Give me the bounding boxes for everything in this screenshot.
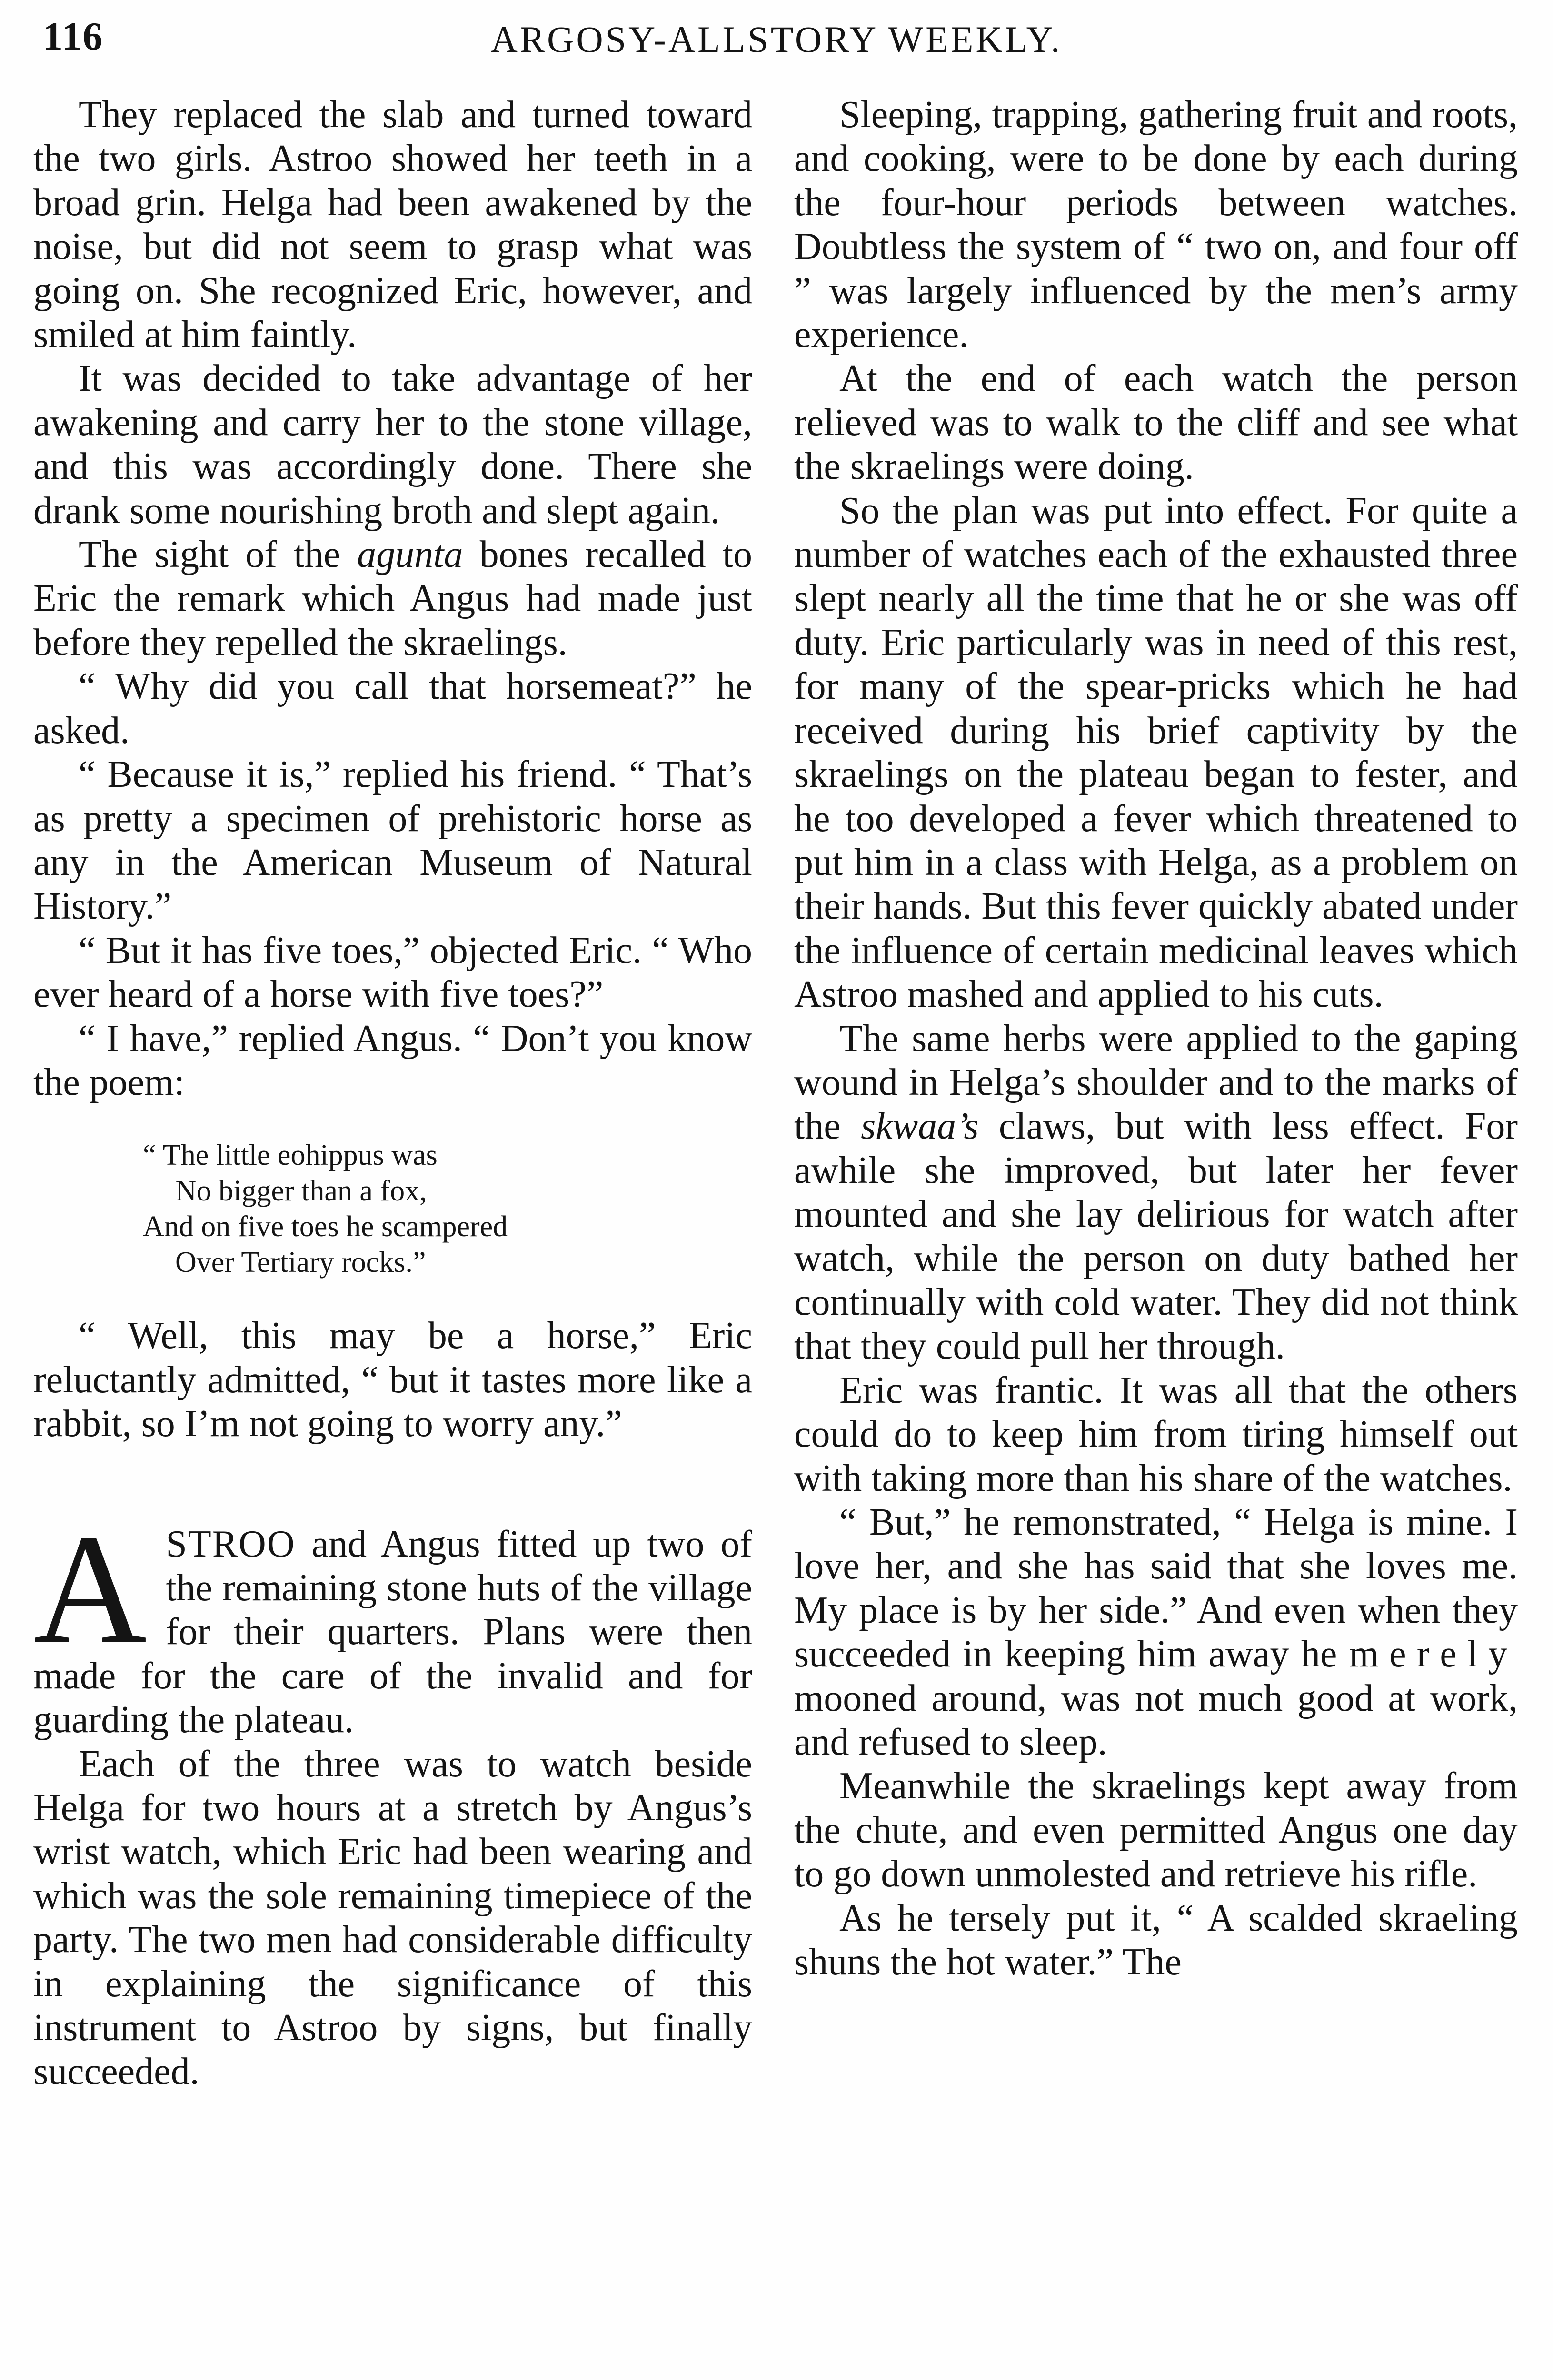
text-span: The same herbs were applied to the gaping wound in Helga’s shoulder and to the marks of the bbox=[794, 1017, 1518, 1148]
section-opening-paragraph bbox=[33, 1502, 752, 1742]
italic-term: skwaa’s bbox=[861, 1105, 979, 1148]
poem-line: And on five toes he scampered bbox=[143, 1210, 508, 1243]
poem-line: No bigger than a fox, bbox=[175, 1175, 427, 1208]
spaced-word: merely bbox=[1349, 1633, 1518, 1676]
paragraph bbox=[794, 1500, 1518, 1764]
text-span: mooned around, was not much good at work, and refused to sleep. bbox=[794, 1677, 1518, 1764]
poem-line: Over Tertiary rocks.” bbox=[175, 1246, 426, 1279]
poem bbox=[143, 1138, 752, 1280]
paragraph bbox=[794, 1017, 1518, 1368]
small-caps-word: STROO bbox=[166, 1523, 296, 1565]
paragraph: Eric was frantic. It was all that the others could do to keep him from tiring himself out with taking more than his share of the watches. bbox=[794, 1369, 1518, 1499]
page-header bbox=[33, 9, 1520, 75]
paragraph: Meanwhile the skraelings kept away from the chute, and even permitted Angus one day to go down unmolested and retrieve his rifle. bbox=[794, 1765, 1518, 1895]
paragraph: “ Well, this may be a horse,” Eric reluctantly admitted, “ but it tastes more like a rabbit, so I’m not going to worry any.” bbox=[33, 1315, 752, 1445]
paragraph bbox=[33, 533, 752, 664]
paragraph: So the plan was put into effect. For quite a number of watches each of the exhausted three slept nearly all the time that he or she was off duty. Eric particularly was in need of this rest, for many of the spear-pricks which he had received during his brief captivity by the skraelings on the plateau began to fester, and he too developed a fever which threatened to put him in a class with Helga, as a problem on their hands. But this fever quickly abated under the influence of certain medicinal leaves which Astroo mashed and applied to his cuts. bbox=[794, 489, 1518, 1016]
paragraph: As he tersely put it, “ A scalded skraeling shuns the hot water.” The bbox=[794, 1897, 1518, 1983]
text-span: bones recalled to Eric the remark which Angus had made just before they repelled the skraelings. bbox=[33, 534, 752, 664]
italic-term: agunta bbox=[357, 534, 463, 576]
text-span: The sight of the bbox=[79, 534, 358, 576]
drop-cap: A bbox=[33, 1502, 147, 1676]
paragraph: They replaced the slab and turned toward the two girls. Astroo showed her teeth in a broad grin. Helga had been awakened by the noise, but did not seem to grasp what was going on. She recognized Eric, however, and smiled at him faintly. bbox=[33, 94, 752, 356]
left-column bbox=[33, 93, 752, 2094]
paragraph: Each of the three was to watch beside Helga for two hours at a stretch by Angus’s wrist watch, which Eric had been wearing and which was the sole remaining timepiece of the party. The two men had considerable difficulty in explaining the significance of this instrument to Astroo by signs, but finally succeeded. bbox=[33, 1743, 752, 2093]
text-span: “ But,” he remonstrated, “ Helga is mine. I love her, and she has said that she loves me. My place is by her side.” And even when they succeeded in keeping him away he bbox=[794, 1501, 1518, 1676]
paragraph: It was decided to take advantage of her awakening and carry her to the stone village, and this was accordingly done. There she drank some nourishing broth and slept again. bbox=[33, 357, 752, 532]
running-head: ARGOSY-ALLSTORY WEEKLY. bbox=[490, 19, 1063, 60]
poem-line: “ The little eohippus was bbox=[143, 1139, 438, 1172]
paragraph: “ I have,” replied Angus. “ Don’t you know the poem: bbox=[33, 1017, 752, 1103]
paragraph: “ Because it is,” replied his friend. “ That’s as pretty a specimen of prehistoric horse as any in the American Museum of Natural History.” bbox=[33, 754, 752, 928]
page-number: 116 bbox=[43, 14, 104, 59]
paragraph: “ But it has five toes,” objected Eric. “ Who ever heard of a horse with five toes?” bbox=[33, 929, 752, 1016]
paragraph: At the end of each watch the person relieved was to walk to the cliff and see what the skraelings were doing. bbox=[794, 357, 1518, 488]
paragraph: “ Why did you call that horsemeat?” he asked. bbox=[33, 665, 752, 752]
paragraph: Sleeping, trapping, gathering fruit and roots, and cooking, were to be done by each during the four-hour periods between watches. Doubtless the system of “ two on, and four off ” was largely influenced by the men’s army experience. bbox=[794, 94, 1518, 356]
text-span: claws, but with less effect. For awhile she improved, but later her fever mounted and she lay delirious for watch after watch, while the person on duty bathed her continually with cold water. They did not think that they could pull her through. bbox=[794, 1105, 1518, 1368]
right-column bbox=[794, 93, 1518, 1984]
text-span: and Angus fitted up two of the remaining stone huts of the village for their quarters. Plans were then made for the care of the invalid and for guarding the plateau. bbox=[33, 1523, 752, 1741]
